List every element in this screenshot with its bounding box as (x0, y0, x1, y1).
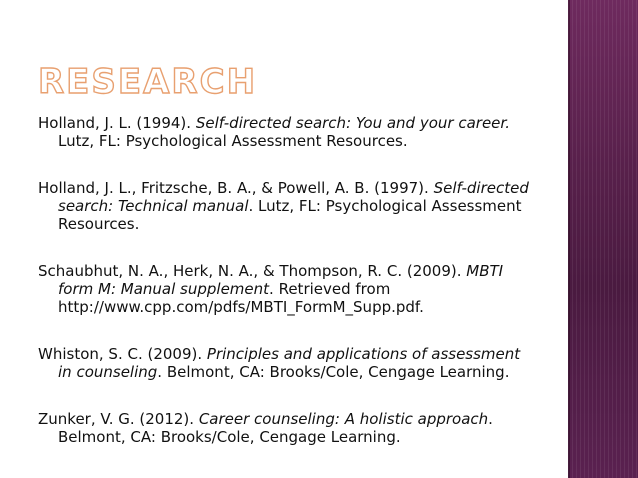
reference-publisher: . Belmont, CA: Brooks/Cole, Cengage Learning. (157, 363, 510, 381)
reference-item-zunker-2012 (38, 410, 538, 446)
reference-item-schaubhut-2009 (38, 262, 538, 316)
reference-title: MBTI form M: Manual supplement (58, 262, 504, 298)
reference-title: Principles and applications of assessment in counseling (58, 345, 521, 381)
reference-title: Self-directed search: You and your career. (195, 114, 510, 132)
reference-title: Self-directed search: Technical manual (58, 179, 529, 215)
reference-publisher: . Retrieved from http://www.cpp.com/pdfs/MBTI_FormM_Supp.pdf. (58, 280, 424, 316)
reference-authors-date: Whiston, S. C. (2009). (38, 345, 207, 363)
reference-authors-date: Zunker, V. G. (2012). (38, 410, 199, 428)
reference-item-whiston-2009 (38, 345, 538, 381)
slide-title: RESEARCH (38, 62, 258, 102)
reference-authors-date: Schaubhut, N. A., Herk, N. A., & Thompson, R. C. (2009). (38, 262, 467, 280)
decorative-side-band (568, 0, 638, 478)
reference-authors-date: Holland, J. L., Fritzsche, B. A., & Powell, A. B. (1997). (38, 179, 434, 197)
reference-authors-date: Holland, J. L. (1994). (38, 114, 196, 132)
reference-title: Career counseling: A holistic approach (198, 410, 489, 428)
reference-publisher: . Lutz, FL: Psychological Assessment Resources. (58, 197, 522, 233)
reference-publisher: . Belmont, CA: Brooks/Cole, Cengage Learning. (58, 410, 493, 446)
reference-item-holland-1997 (38, 179, 538, 233)
reference-item-holland-1994 (38, 114, 538, 150)
reference-publisher: Lutz, FL: Psychological Assessment Resources. (58, 132, 408, 150)
reference-list (38, 114, 538, 475)
